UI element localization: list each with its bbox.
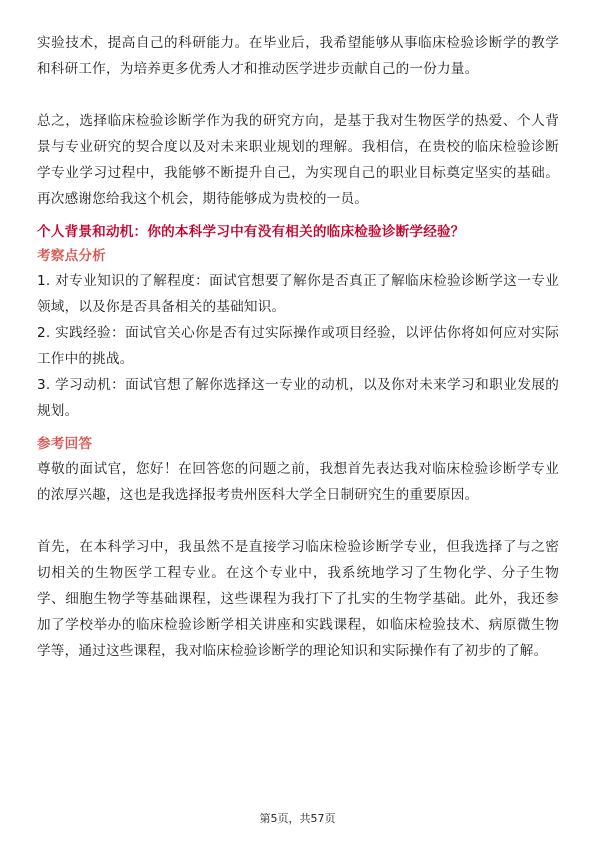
page-number: 第5页，共57页	[259, 812, 336, 825]
analysis-item-2: 2. 实践经验：面试官关心你是否有过实际操作或项目经验，以评估你将如何应对实际工作中的挑战。	[37, 325, 559, 367]
analysis-heading: 考察点分析	[37, 248, 106, 264]
analysis-item-3: 3. 学习动机：面试官想了解你选择这一专业的动机，以及你对未来学习和职业发展的规划。	[37, 377, 559, 419]
document-body	[37, 30, 559, 664]
analysis-item-1: 1. 对专业知识的了解程度：面试官想要了解你是否真正了解临床检验诊断学这一专业领域，以及你是否具备相关的基础知识。	[37, 273, 559, 315]
answer-heading: 参考回答	[37, 436, 93, 452]
answer-paragraph-2: 首先，在本科学习中，我虽然不是直接学习临床检验诊断学专业，但我选择了与之密切相关的生物医学工程专业。在这个专业中，我系统地学习了生物化学、分子生物学、细胞生物学等基础课程，这些课程为我打下了扎实的生物学基础。此外，我还参加了学校举办的临床检验诊断学相关讲座和实践课程，如临床检验技术、病原微生物学等，通过这些课程，我对临床检验诊断学的理论知识和实际操作有了初步的了解。	[37, 539, 559, 659]
question-heading: 个人背景和动机：你的本科学习中有没有相关的临床检验诊断学经验？	[37, 224, 465, 240]
answer-paragraph-1: 尊敬的面试官，您好！在回答您的问题之前，我想首先表达我对临床检验诊断学专业的浓厚兴趣，这也是我选择报考贵州医科大学全日制研究生的重要原因。	[37, 461, 559, 503]
section-spacer	[37, 424, 559, 432]
paragraph-spacer	[37, 508, 559, 534]
intro-paragraph-1: 实验技术，提高自己的科研能力。在毕业后，我希望能够从事临床检验诊断学的教学和科研工作，为培养更多优秀人才和推动医学进步贡献自己的一份力量。	[37, 35, 559, 77]
section-spacer	[37, 212, 559, 220]
intro-paragraph-2: 总之，选择临床检验诊断学作为我的研究方向，是基于我对生物医学的热爱、个人背景与专业研究的契合度以及对未来职业规划的理解。我相信，在贵校的临床检验诊断学专业学习过程中，我能够不断提升自己，为实现自己的职业目标奠定坚实的基础。再次感谢您给我这个机会，期待能够成为贵校的一员。	[37, 113, 559, 207]
paragraph-spacer	[37, 82, 559, 108]
